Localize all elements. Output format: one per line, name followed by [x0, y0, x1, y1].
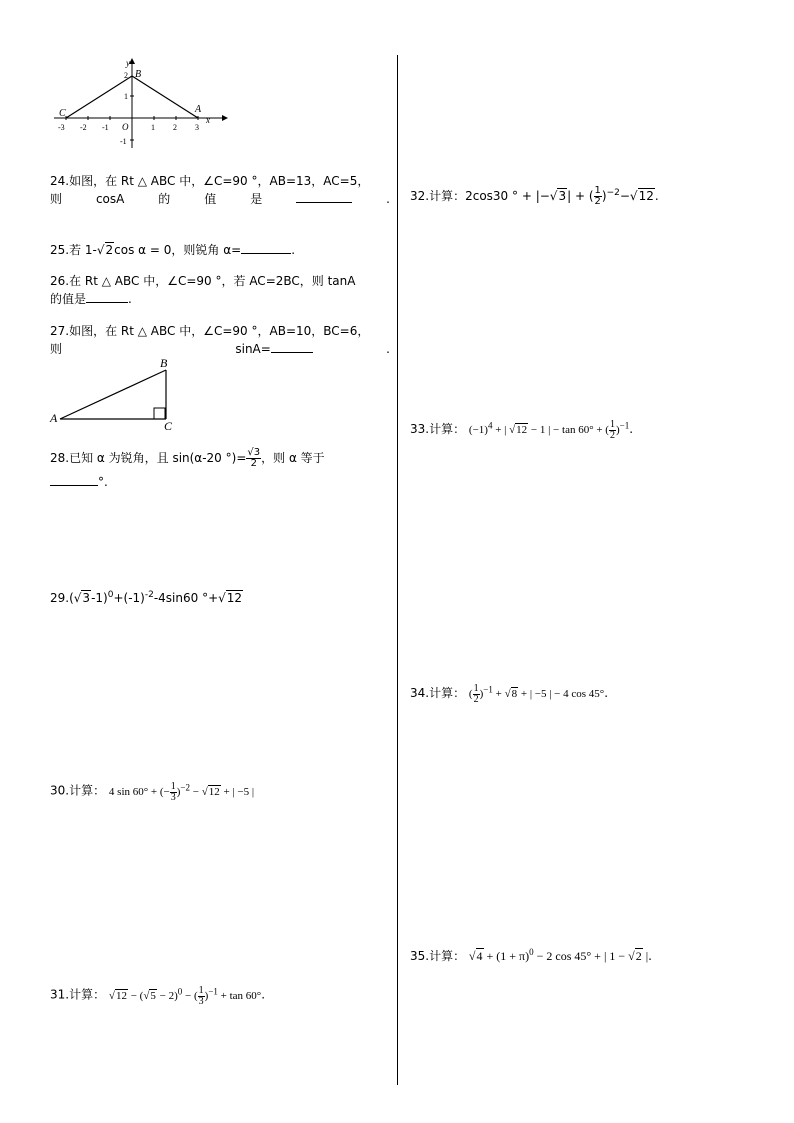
- x-tick-label: -2: [80, 123, 87, 132]
- vertex-label-a: A: [50, 411, 58, 425]
- x-tick-label: 1: [151, 123, 155, 132]
- question-33: 33.计算： $(-1)^4$ + | √12 − 1 | − tan 60° + ( $\frac{1}{2}$ )$^{-1}$.: [410, 419, 634, 441]
- y-tick-label: 2: [124, 71, 128, 80]
- triangle-figure: [48, 356, 188, 431]
- right-angle-mark: [154, 408, 165, 419]
- segment-ba: [132, 76, 198, 118]
- q34-expression: ( $\frac{1}{2}$ )$^{-1}$ + √8 + | −5 | − 4 cos 45°: [468, 683, 605, 705]
- question-28: 28.已知 α 为锐角，且 sin(α-20 °)= $\frac{√3}{2}$ ，则 α 等于 °.: [50, 447, 325, 489]
- x-tick-label: -1: [102, 123, 109, 132]
- origin-label: O: [122, 122, 129, 132]
- question-32: 32.计算：2cos30 ° + |−√3| + ( $\frac{1}{2}$ )$^{-2}$−√12.: [410, 185, 659, 207]
- segment-cb: [66, 76, 132, 118]
- point-label-c: C: [59, 108, 66, 119]
- answer-blank[interactable]: [271, 340, 313, 353]
- question-35: 35.计算： $√4 + (1 + \pi)^0 - 2$ cos 45° + | 1 − √2 |.: [410, 947, 652, 963]
- question-27: 27.如图，在 Rt △ ABC 中，∠C=90 °，AB=10，BC=6， 则 sinA= .: [50, 324, 390, 356]
- y-tick-label: 1: [124, 92, 128, 101]
- q24-line1: 24.如图，在 Rt △ ABC 中，∠C=90 °，AB=13，AC=5，: [50, 174, 370, 188]
- q24-line2: 则 cosA 的 值 是 .: [50, 192, 390, 206]
- y-axis-label: y: [126, 58, 130, 68]
- x-tick-label: -3: [58, 123, 65, 132]
- vertex-label-c: C: [164, 419, 173, 431]
- question-31: 31.计算： $√12 - (√5 - 2)^0$ − ( $\frac{1}{3}$ )$^{-1}$ + tan 60°.: [50, 984, 266, 1007]
- x-tick-label: 2: [173, 123, 177, 132]
- point-label-a: A: [195, 104, 202, 115]
- fraction: $\frac{√3}{2}$: [247, 447, 261, 469]
- question-34: 34.计算： ( $\frac{1}{2}$ )$^{-1}$ + √8 + | −5 | − 4 cos 45°.: [410, 683, 609, 705]
- answer-blank[interactable]: [50, 473, 98, 486]
- answer-blank[interactable]: [241, 241, 291, 254]
- question-24: [50, 172, 390, 208]
- question-30: 30.计算： 4 sin 60° + (− $\frac{1}{3}$ )$^{-2}$ − √12 + | −5 |: [50, 780, 255, 803]
- q33-expression: $(-1)^4$ + | √12 − 1 | − tan 60° + ( $\frac{1}{2}$ )$^{-1}$: [468, 419, 630, 441]
- x-axis-label: x: [206, 115, 210, 125]
- answer-blank[interactable]: [296, 190, 352, 203]
- y-tick-label: -1: [120, 137, 127, 146]
- q35-expression: $√4 + (1 + \pi)^0 - 2$ cos 45° + | 1 − √2 |: [468, 947, 649, 963]
- q30-expression: 4 sin 60° + (− $\frac{1}{3}$ )$^{-2}$ − √12 + | −5 |: [108, 780, 255, 803]
- coordinate-graph: [50, 56, 230, 156]
- vertex-label-b: B: [160, 356, 168, 370]
- point-label-b: B: [135, 69, 142, 80]
- x-tick-label: 3: [195, 123, 199, 132]
- question-25: 25.若 1-√2cos α = 0，则锐角 α= .: [50, 243, 296, 257]
- column-divider: [397, 55, 398, 1085]
- q31-expression: $√12 - (√5 - 2)^0$ − ( $\frac{1}{3}$ )$^{-1}$ + tan 60°: [108, 984, 262, 1007]
- answer-blank[interactable]: [86, 290, 128, 303]
- question-26: 26.在 Rt △ ABC 中，∠C=90 °，若 AC=2BC，则 tanA 的值是 .: [50, 274, 356, 306]
- question-29: $29.(√3-1)^0+(-1)^{-2}-4\sin 60$ °+√12: [50, 590, 243, 605]
